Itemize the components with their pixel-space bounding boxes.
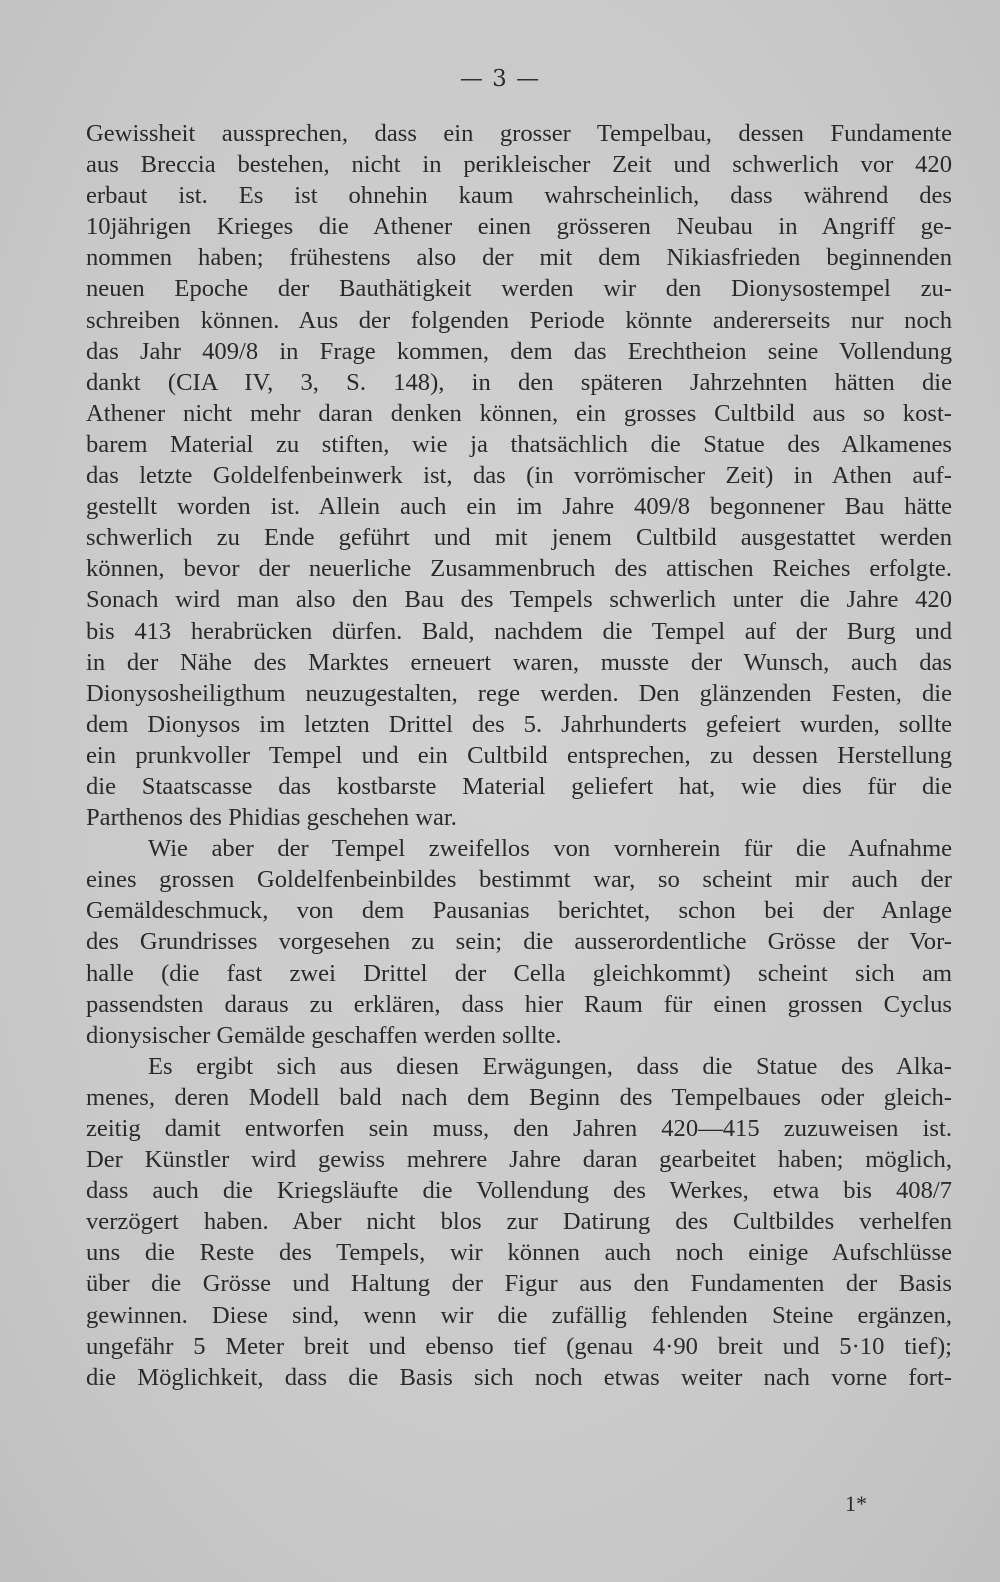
text-line: neuen Epoche der Bauthätigkeit werden wir den Dionysostempel zu- — [86, 275, 952, 303]
text-line: können, bevor der neuerliche Zusammenbruch des attischen Reiches erfolgte. — [86, 555, 952, 583]
text-line: barem Material zu stiften, wie ja thatsächlich die Statue des Alkamenes — [86, 430, 952, 458]
text-line: verzögert haben. Aber nicht blos zur Datirung des Cultbildes verhelfen — [86, 1208, 952, 1236]
text-line: dass auch die Kriegsläufte die Vollendung des Werkes, etwa bis 408/7 — [86, 1177, 952, 1205]
text-line: des Grundrisses vorgesehen zu sein; die ausserordentliche Grösse der Vor- — [86, 928, 952, 956]
signature-mark: 1* — [845, 1491, 867, 1516]
text-line: Dionysosheiligthum neuzugestalten, rege werden. Den glänzenden Festen, die — [86, 679, 952, 707]
text-line: erbaut ist. Es ist ohnehin kaum wahrscheinlich, dass während des — [86, 182, 952, 210]
text-line: Sonach wird man also den Bau des Tempels schwerlich unter die Jahre 420 — [86, 586, 952, 614]
text-line: Der Künstler wird gewiss mehrere Jahre daran gearbeitet haben; möglich, — [86, 1146, 952, 1174]
text-line: dem Dionysos im letzten Drittel des 5. Jahrhunderts gefeiert wurden, sollte — [86, 710, 952, 738]
text-line: schwerlich zu Ende geführt und mit jenem Cultbild ausgestattet werden — [86, 524, 952, 552]
paragraph-start-line: Es ergibt sich aus diesen Erwägungen, dass die Statue des Alka- — [148, 1052, 952, 1080]
paragraph-start-line: Wie aber der Tempel zweifellos von vornherein für die Aufnahme — [148, 835, 952, 863]
text-line: passendsten daraus zu erklären, dass hier Raum für einen grossen Cyclus — [86, 990, 952, 1018]
page-number: — 3 — — [459, 66, 541, 92]
text-line: in der Nähe des Marktes erneuert waren, musste der Wunsch, auch das — [86, 648, 952, 676]
text-line: dankt (CIA IV, 3, S. 148), in den späteren Jahrzehnten hätten die — [86, 368, 952, 396]
text-line: über die Grösse und Haltung der Figur aus den Fundamenten der Basis — [86, 1270, 952, 1298]
text-line: ein prunkvoller Tempel und ein Cultbild entsprechen, zu dessen Herstellung — [86, 741, 952, 769]
text-line: nommen haben; frühestens also der mit dem Nikiasfrieden beginnenden — [86, 244, 952, 272]
text-line: halle (die fast zwei Drittel der Cella gleichkommt) scheint sich am — [86, 959, 952, 987]
text-line: die Möglichkeit, dass die Basis sich noch etwas weiter nach vorne fort- — [86, 1363, 952, 1391]
text-line: aus Breccia bestehen, nicht in perikleischer Zeit und schwerlich vor 420 — [86, 151, 952, 179]
text-line: das letzte Goldelfenbeinwerk ist, das (in vorrömischer Zeit) in Athen auf- — [86, 462, 952, 490]
text-line: eines grossen Goldelfenbeinbildes bestimmt war, so scheint mir auch der — [86, 866, 952, 894]
paragraph-end-line: Parthenos des Phidias geschehen war. — [86, 804, 457, 832]
text-line: gestellt worden ist. Allein auch ein im Jahre 409/8 begonnener Bau hätte — [86, 493, 952, 521]
paragraph-end-line: dionysischer Gemälde geschaffen werden sollte. — [86, 1021, 562, 1049]
text-line: zeitig damit entworfen sein muss, den Jahren 420—415 zuzuweisen ist. — [86, 1115, 952, 1142]
text-line: gewinnen. Diese sind, wenn wir die zufällig fehlenden Steine ergänzen, — [86, 1301, 952, 1329]
text-line: ungefähr 5 Meter breit und ebenso tief (genau 4·90 breit und 5·10 tief); — [86, 1332, 952, 1360]
text-line: Gewissheit aussprechen, dass ein grosser Tempelbau, dessen Fundamente — [86, 120, 952, 147]
text-line: 10jährigen Krieges die Athener einen grösseren Neubau in Angriff ge- — [86, 213, 952, 241]
text-line: bis 413 herabrücken dürfen. Bald, nachdem die Tempel auf der Burg und — [86, 617, 952, 645]
text-line: schreiben können. Aus der folgenden Periode könnte andererseits nur noch — [86, 306, 952, 334]
text-line: Athener nicht mehr daran denken können, ein grosses Cultbild aus so kost- — [86, 399, 952, 427]
text-line: Gemäldeschmuck, von dem Pausanias berichtet, schon bei der Anlage — [86, 897, 952, 925]
body-text — [86, 118, 952, 1393]
text-line: uns die Reste des Tempels, wir können auch noch einige Aufschlüsse — [86, 1239, 952, 1267]
text-line: menes, deren Modell bald nach dem Beginn des Tempelbaues oder gleich- — [86, 1083, 952, 1111]
text-line: die Staatscasse das kostbarste Material geliefert hat, wie dies für die — [86, 772, 952, 800]
text-line: das Jahr 409/8 in Frage kommen, dem das Erechtheion seine Vollendung — [86, 337, 952, 365]
